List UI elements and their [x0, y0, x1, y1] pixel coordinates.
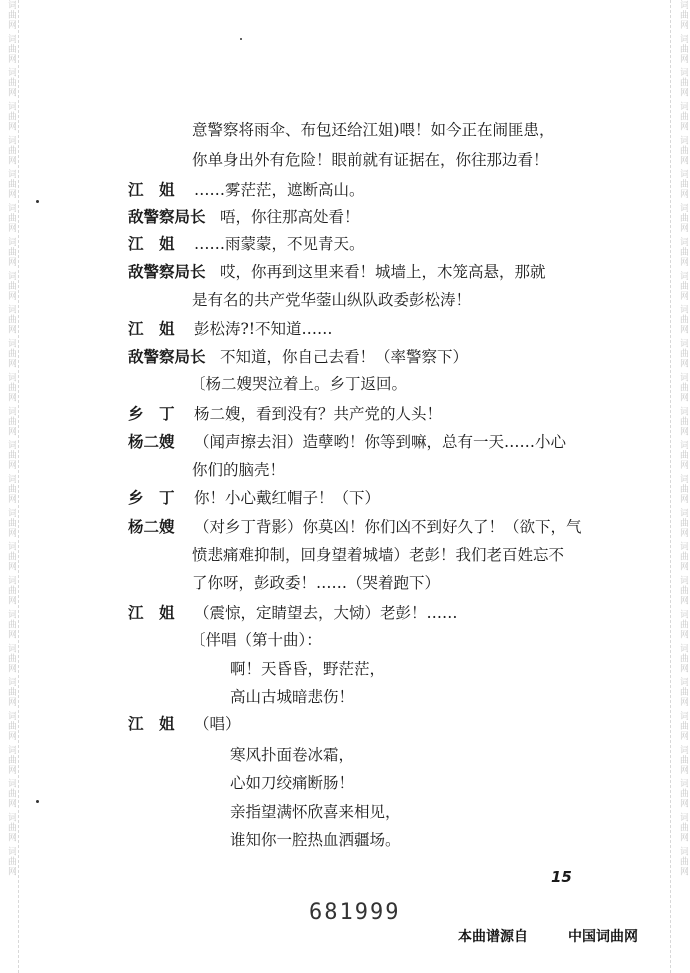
verse-line: 心如刀绞痛断肠！: [230, 774, 355, 792]
speaker-label: 敌警察局长: [128, 347, 206, 366]
verse-line: 啊！天昏昏，野茫茫，: [230, 660, 386, 678]
stamp-number: 681999: [309, 900, 401, 925]
speck: [240, 38, 242, 40]
dialogue-line: （对乡丁背影）你莫凶！你们凶不到好久了！（欲下，气: [194, 518, 582, 536]
speaker-label: 江 姐: [128, 180, 175, 199]
verse-line: 寒风扑面卷冰霜，: [230, 746, 355, 764]
speaker-label: 乡 丁: [128, 488, 175, 507]
dialogue-line: 哎，你再到这里来看！城墙上，木笼高悬，那就: [220, 263, 546, 281]
dialogue-line: （震惊，定睛望去，大恸）老彭！……: [194, 604, 458, 622]
dialogue-line: ……雾茫茫，遮断高山。: [194, 181, 365, 199]
left-watermark: 词曲网 词曲网 词曲网 词曲网 词曲网 词曲网 词曲网 词曲网 词曲网 词曲网 词曲网 词曲网 词曲网 词曲网 词曲网 词曲网 词曲网 词曲网 词曲网 词曲网 词曲网 词曲网 词曲网 词曲网 词曲网 词曲网: [6, 0, 16, 877]
speaker-label: 江 姐: [128, 714, 175, 733]
verse-line: 谁知你一腔热血洒疆场。: [230, 831, 401, 849]
dialogue-line: 是有名的共产党华蓥山纵队政委彭松涛！: [192, 291, 472, 309]
dialogue-line: （闻声擦去泪）造孽哟！你等到嘛，总有一天……小心: [194, 433, 567, 451]
dialogue-line: 你单身出外有危险！眼前就有证据在，你往那边看！: [192, 151, 549, 169]
speaker-label: 江 姐: [128, 319, 175, 338]
speaker-label: 杨二嫂: [128, 517, 175, 536]
speck: [36, 200, 39, 203]
speaker-label: 乡 丁: [128, 404, 175, 423]
source-site-link[interactable]: 中国词曲网: [568, 929, 638, 945]
dialogue-line: 愤悲痛难抑制，回身望着城墙）老彭！我们老百姓忘不: [192, 546, 565, 564]
dialogue-line: 彭松涛?!不知道……: [194, 320, 333, 338]
right-watermark: 词曲网 词曲网 词曲网 词曲网 词曲网 词曲网 词曲网 词曲网 词曲网 词曲网 词曲网 词曲网 词曲网 词曲网 词曲网 词曲网 词曲网 词曲网 词曲网 词曲网 词曲网 词曲网 词曲网 词曲网 词曲网 词曲网: [678, 0, 688, 877]
dialogue-line: ……雨蒙蒙，不见青天。: [194, 235, 365, 253]
left-edge-line: [18, 0, 20, 973]
speaker-label: 杨二嫂: [128, 432, 175, 451]
dialogue-line: 不知道，你自己去看！（率警察下）: [220, 348, 469, 366]
dialogue-line: 唔，你往那高处看！: [220, 208, 360, 226]
verse-line: 高山古城暗悲伤！: [230, 688, 355, 706]
right-edge-line: [670, 0, 672, 973]
dialogue-line: 杨二嫂，看到没有？共产党的人头！: [194, 405, 443, 423]
speaker-label: 敌警察局长: [128, 207, 206, 226]
dialogue-line: 你们的脑壳！: [192, 461, 286, 479]
source-label: 本曲谱源自: [458, 929, 528, 945]
speaker-label: 江 姐: [128, 603, 175, 622]
dialogue-line: 你！小心戴红帽子！（下）: [194, 489, 381, 507]
stage-direction: 〔杨二嫂哭泣着上。乡丁返回。: [190, 375, 408, 393]
stage-direction: 〔伴唱（第十曲）：: [190, 631, 322, 649]
speaker-label: 江 姐: [128, 234, 175, 253]
dialogue-line: 意警察将雨伞、布包还给江姐)喂！如今正在闹匪患，: [192, 121, 555, 139]
page-number: 15: [551, 868, 572, 886]
dialogue-line: （唱）: [194, 715, 241, 733]
verse-line: 亲指望满怀欣喜来相见，: [230, 803, 401, 821]
dialogue-line: 了你呀，彭政委！……（哭着跑下）: [192, 574, 441, 592]
speaker-label: 敌警察局长: [128, 262, 206, 281]
speck: [36, 800, 39, 803]
